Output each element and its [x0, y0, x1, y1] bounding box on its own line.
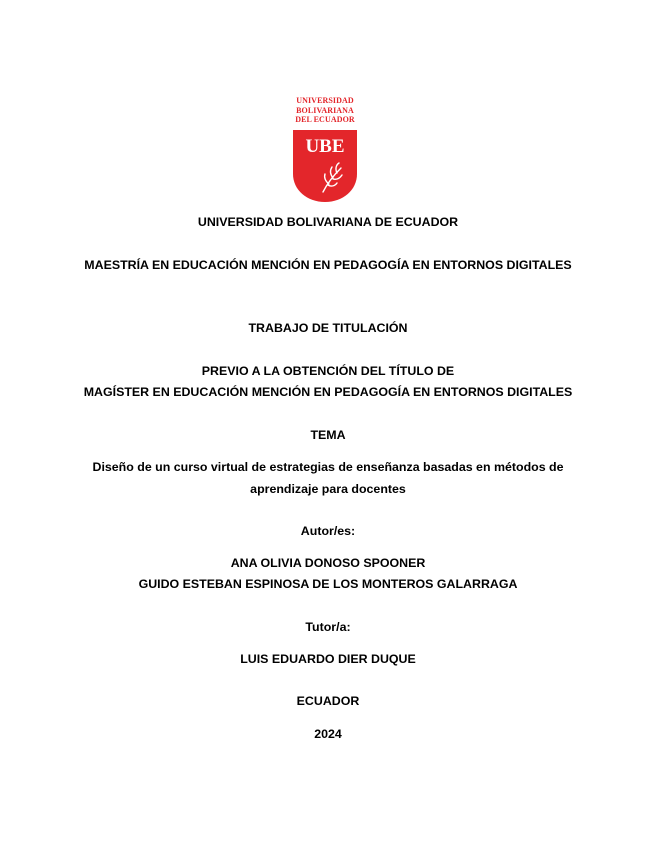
logo-line: DEL ECUADOR [295, 115, 355, 124]
tutor-name: LUIS EDUARDO DIER DUQUE [240, 652, 416, 666]
degree-title: MAGÍSTER EN EDUCACIÓN MENCIÓN EN PEDAGOGÍA EN ENTORNOS DIGITALES [83, 385, 573, 399]
topic-line: aprendizaje para docentes [250, 482, 406, 496]
logo-acronym: UBE [305, 136, 345, 157]
work-type: TRABAJO DE TITULACIÓN [248, 321, 408, 335]
author-name: GUIDO ESTEBAN ESPINOSA DE LOS MONTEROS GALARRAGA [138, 577, 518, 591]
logo-wordmark [290, 96, 360, 125]
university-name: UNIVERSIDAD BOLIVARIANA DE ECUADOR [197, 215, 459, 229]
tutor-label: Tutor/a: [305, 620, 351, 634]
logo-line: UNIVERSIDAD [296, 96, 354, 105]
topic-line: Diseño de un curso virtual de estrategias de enseñanza basadas en métodos de [92, 460, 564, 474]
topic-label: TEMA [310, 428, 346, 442]
logo-line: BOLIVARIANA [296, 105, 354, 115]
authors-label: Autor/es: [300, 524, 356, 538]
country: ECUADOR [296, 694, 360, 708]
degree-intro: PREVIO A LA OBTENCIÓN DEL TÍTULO DE [201, 364, 455, 378]
author-name: ANA OLIVIA DONOSO SPOONER [230, 556, 426, 570]
year: 2024 [314, 727, 342, 741]
program-name: MAESTRÍA EN EDUCACIÓN MENCIÓN EN PEDAGOGÍA EN ENTORNOS DIGITALES [84, 258, 572, 272]
university-logo [290, 96, 360, 204]
shield-icon [293, 130, 357, 202]
